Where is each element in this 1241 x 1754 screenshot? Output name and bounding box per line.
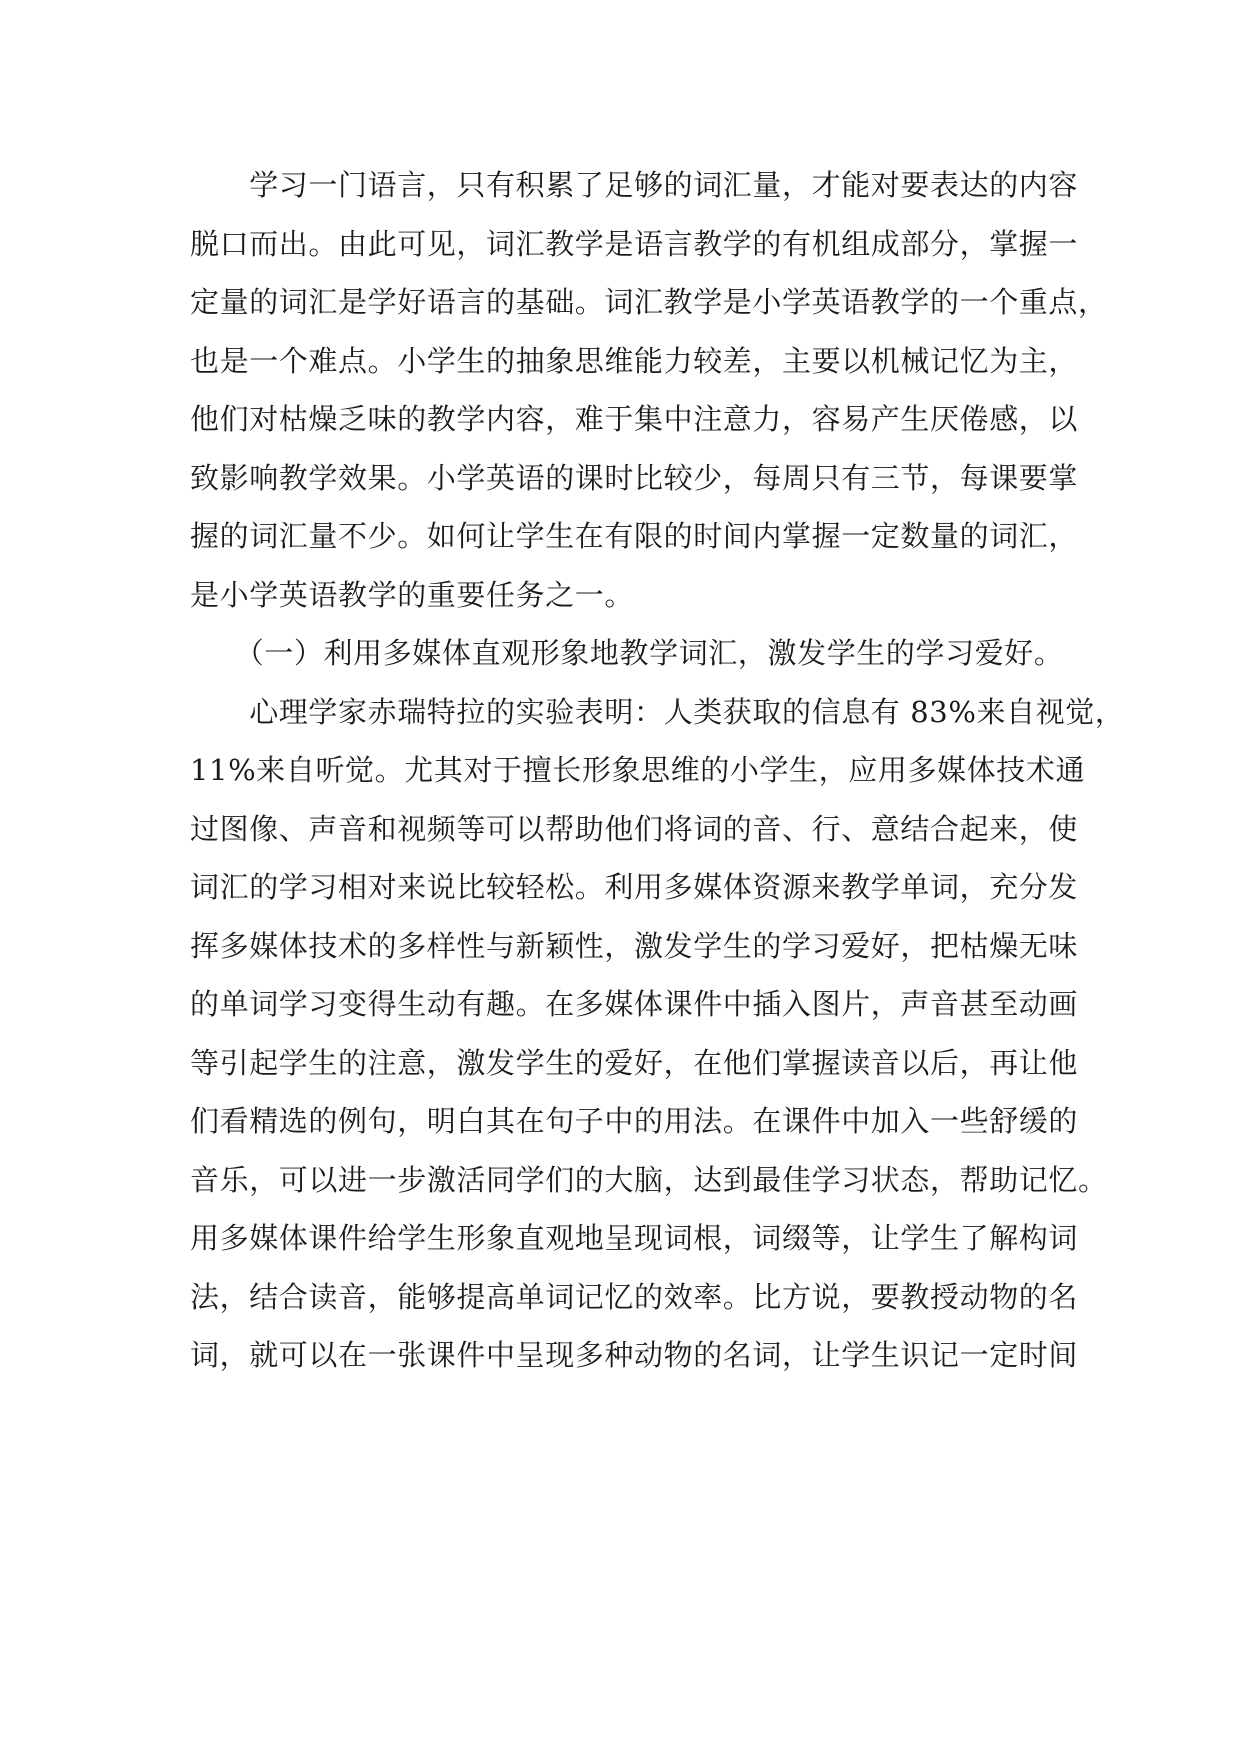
text-line: 词，就可以在一张课件中呈现多种动物的名词，让学生识记一定时间 bbox=[190, 1338, 1079, 1372]
document-body bbox=[190, 156, 1125, 1385]
text-line: 定量的词汇是学好语言的基础。词汇教学是小学英语教学的一个重点， bbox=[190, 285, 1108, 319]
text-line: 法，结合读音，能够提高单词记忆的效率。比方说，要教授动物的名 bbox=[190, 1279, 1079, 1314]
text-line: 的单词学习变得生动有趣。在多媒体课件中插入图片，声音甚至动画 bbox=[190, 987, 1079, 1021]
text-line: 也是一个难点。小学生的抽象思维能力较差，主要以机械记忆为主， bbox=[190, 343, 1079, 378]
text-line: 握的词汇量不少。如何让学生在有限的时间内掌握一定数量的词汇， bbox=[190, 519, 1079, 553]
text-line: 音乐，可以进一步激活同学们的大脑，达到最佳学习状态，帮助记忆。 bbox=[190, 1162, 1108, 1197]
text-line: 词汇的学习相对来说比较轻松。利用多媒体资源来教学单词，充分发 bbox=[190, 870, 1079, 904]
text-line: 等引起学生的注意，激发学生的爱好，在他们掌握读音以后，再让他 bbox=[190, 1045, 1079, 1080]
text-line: 们看精选的例句，明白其在句子中的用法。在课件中加入一些舒缓的 bbox=[190, 1104, 1079, 1138]
text-line: 用多媒体课件给学生形象直观地呈现词根，词缀等，让学生了解构词 bbox=[190, 1221, 1079, 1255]
text-line: 挥多媒体技术的多样性与新颖性，激发学生的学习爱好，把枯燥无味 bbox=[190, 928, 1079, 963]
text-line: 致影响教学效果。小学英语的课时比较少，每周只有三节，每课要掌 bbox=[190, 460, 1079, 495]
text-line: 是小学英语教学的重要任务之一。 bbox=[190, 577, 635, 612]
section-heading: （一）利用多媒体直观形象地教学词汇，激发学生的学习爱好。 bbox=[190, 636, 1064, 670]
paragraph-multimedia bbox=[190, 683, 1125, 1385]
paragraph-intro bbox=[190, 156, 1108, 624]
text-line: 学习一门语言，只有积累了足够的词汇量，才能对要表达的内容 bbox=[190, 168, 1079, 202]
text-line: 脱口而出。由此可见，词汇教学是语言教学的有机组成部分，掌握一 bbox=[190, 226, 1079, 261]
text-line: 他们对枯燥乏味的教学内容，难于集中注意力，容易产生厌倦感，以 bbox=[190, 402, 1079, 436]
text-line: 11%来自听觉。尤其对于擅长形象思维的小学生，应用多媒体技术通 bbox=[190, 753, 1086, 787]
text-line: 心理学家赤瑞特拉的实验表明：人类获取的信息有 83%来自视觉， bbox=[190, 694, 1125, 729]
text-line: 过图像、声音和视频等可以帮助他们将词的音、行、意结合起来，使 bbox=[190, 811, 1079, 846]
